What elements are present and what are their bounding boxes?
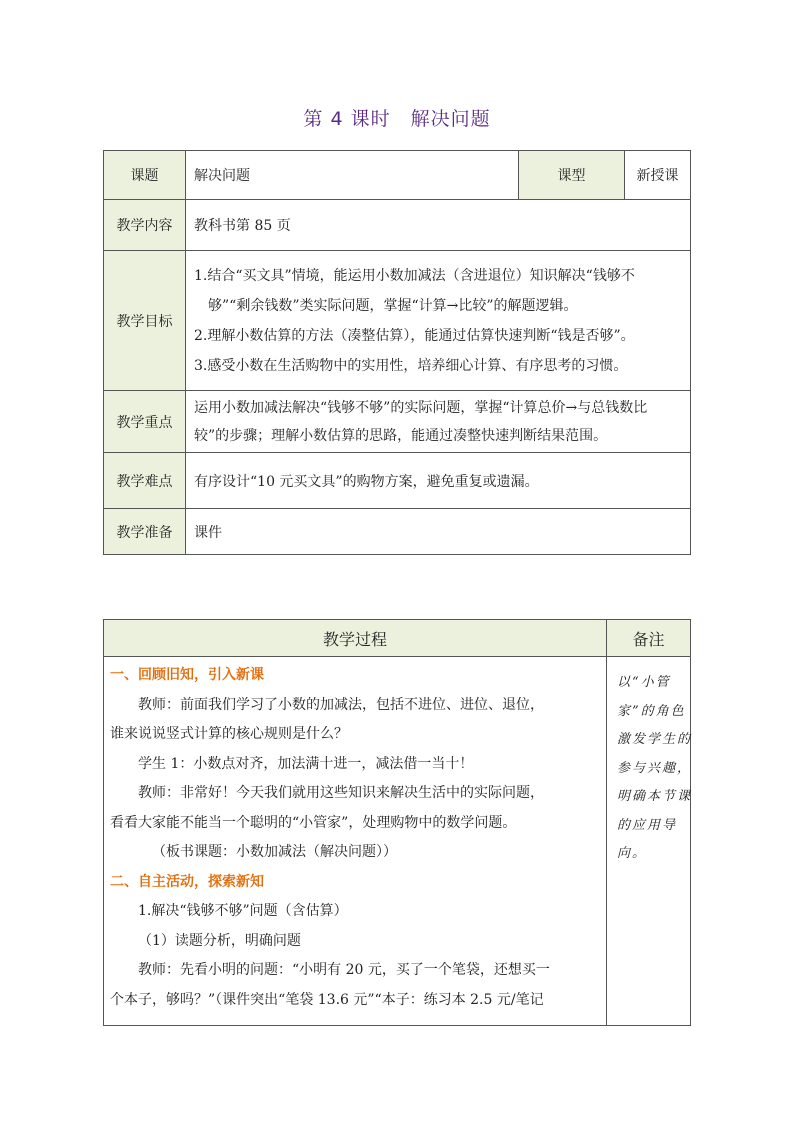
paragraph-3: 教师：非常好！今天我们就用这些知识来解决生活中的实际问题， [138, 785, 544, 801]
process-content [104, 657, 607, 1026]
paragraph-5: 1.解决“钱够不够”问题（含估算） [138, 903, 348, 919]
paragraph-7: 教师：先看小明的问题：“小明有 20 元，买了一个笔袋，还想买一 [138, 962, 550, 978]
paragraph-6: （1）读题分析，明确问题 [138, 932, 301, 949]
paragraph-2: 学生 1：小数点对齐，加法满十进一，减法借一当十！ [138, 755, 474, 772]
paragraph-4: （板书课题：小数加减法（解决问题）） [152, 844, 397, 860]
note-header: 备注 [607, 620, 691, 657]
page-title: 第 4 课时 解决问题 [303, 108, 491, 130]
paragraph-1-cont: 谁来说说竖式计算的核心规则是什么？ [110, 726, 348, 742]
paragraph-7-cont: 个本子，够吗？”（课件突出“笔袋 13.6 元”“本子：练习本 2.5 元/笔记 [110, 991, 544, 1008]
goal-2: 2.理解小数估算的方法（凑整估算），能通过估算快速判断“钱是否够”。 [194, 327, 635, 344]
content-value: 教科书第 85 页 [186, 200, 691, 251]
note-text: 以“小管家”的角色激发学生的参与兴趣，明确本节课的应用导向。 [617, 675, 693, 861]
paragraph-1: 教师：前面我们学习了小数的加减法，包括不进位、进位、退位， [138, 696, 544, 713]
topic-label: 课题 [104, 151, 186, 200]
lesson-info-table [103, 150, 691, 555]
goal-1a: 1.结合“买文具”情境，能运用小数加减法（含进退位）知识解决“钱够不 [194, 267, 635, 284]
difficulty-label: 教学难点 [104, 453, 186, 509]
topic-value: 解决问题 [186, 151, 519, 200]
process-header: 教学过程 [104, 620, 607, 657]
section-1-heading: 一、回顾旧知，引入新课 [110, 667, 264, 683]
goals-label: 教学目标 [104, 251, 186, 391]
section-2-heading: 二、自主活动，探索新知 [110, 873, 264, 890]
type-value: 新授课 [625, 151, 691, 200]
content-label: 教学内容 [104, 200, 186, 251]
difficulty-value: 有序设计“10 元买文具”的购物方案，避免重复或遗漏。 [186, 453, 691, 509]
key-label: 教学重点 [104, 391, 186, 453]
note-content [607, 657, 691, 1026]
key-value: 运用小数加减法解决“钱够不够”的实际问题，掌握“计算总价→与总钱数比较”的步骤；理解小数估算的思路，能通过凑整快速判断结果范围。 [186, 391, 691, 453]
goal-3: 3.感受小数在生活购物中的实用性，培养细心计算、有序思考的习惯。 [194, 357, 628, 374]
goals-value [186, 251, 691, 391]
prep-label: 教学准备 [104, 509, 186, 555]
prep-value: 课件 [186, 509, 691, 555]
goal-1b: 够”“剩余钱数”类实际问题，掌握“计算→比较”的解题逻辑。 [208, 297, 578, 314]
paragraph-3-cont: 看看大家能不能当一个聪明的“小管家”，处理购物中的数学问题。 [110, 814, 517, 831]
teaching-process-table [103, 619, 691, 1026]
type-label: 课型 [519, 151, 625, 200]
